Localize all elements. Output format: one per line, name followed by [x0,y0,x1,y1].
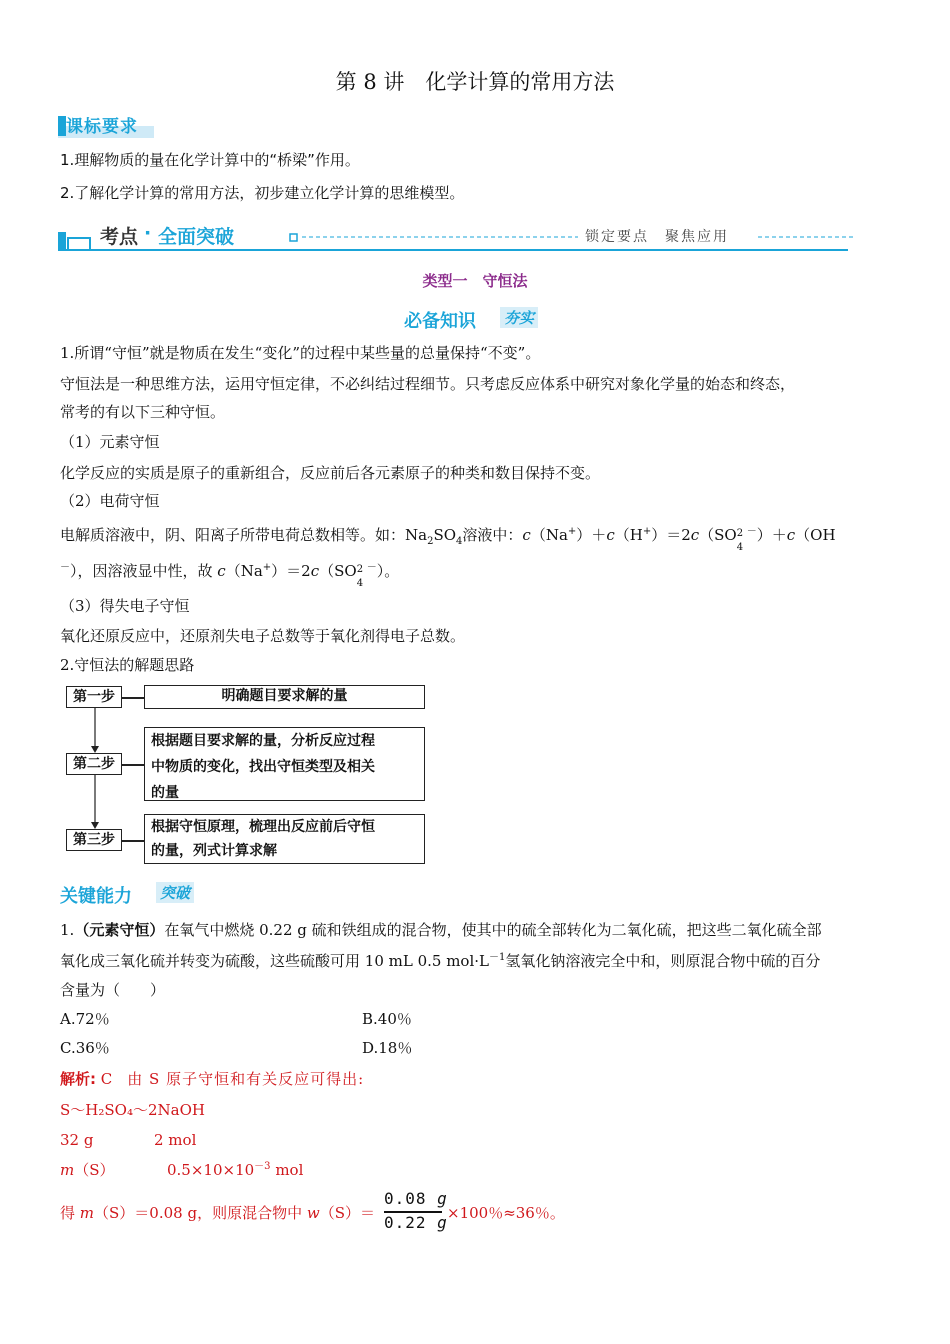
page-title: 第 8 讲 化学计算的常用方法 [335,70,615,94]
para-1: 1.所谓“守恒”就是物质在发生“变化”的过程中某些量的总量保持“不变”。 [60,344,541,362]
analysis-final-result: ×100％≈36％。 [447,1204,565,1222]
analysis-final-line: 得 m（S）＝0.08 g，则原混合物中 w（S）＝ [60,1204,375,1222]
curriculum-item-1: 1.理解物质的量在化学计算中的“桥梁”作用。 [60,151,360,169]
flow-connector [122,764,144,766]
banner-label-quanmian: 全面突破 [158,226,235,248]
analysis-row2-b: $0.5\times 10\times 10^{-3}$ mol [167,1161,304,1179]
flow-arrows [88,708,102,838]
analysis-line: 解析: C 由 S 原子守恒和有关反应可得出: [60,1070,365,1088]
para-charge-equation: 电解质溶液中，阴、阳离子所带电荷总数相等。如：$Na_2SO_4$溶液中：c（Na+）＋c（H+）＝2c（SO 2 4 －）＋c（OH [60,526,836,553]
analysis-equation: S～H₂SO₄～2NaOH [60,1101,205,1119]
heading-charge-conservation: （2）电荷守恒 [60,492,160,510]
option-b: B.40％ [362,1010,412,1028]
heading-redox-conservation: （3）得失电子守恒 [60,597,190,615]
flow-connector [122,697,144,699]
banner-label-kaodian: 考点 [100,226,139,248]
option-a: A.72％ [60,1010,110,1028]
para-steps-intro: 2.守恒法的解题思路 [60,656,195,674]
flow-box-2: 根据题目要求解的量，分析反应过程 中物质的变化，找出守恒类型及相关 的量 [144,727,425,801]
banner-right-text: 锁定要点 聚焦应用 [585,229,729,245]
para-charge-equation-cont: －），因溶液显中性，故 c（Na+）＝2c（SO 2 4 －）。 [60,562,400,589]
option-c: C.36％ [60,1039,110,1057]
ability-heading: 关键能力 突破 [60,880,220,908]
flow-box-1: 明确题目要求解的量 [144,685,425,709]
flow-connector [122,840,144,842]
question-1-stem-line1: 1.（元素守恒）在氧气中燃烧 0.22 g 硫和铁组成的混合物，使其中的硫全部转化为二氧化硫，把这些二氧化硫全部 [60,921,822,939]
section-heading-curriculum: 课标要求 [58,112,158,138]
curriculum-item-2: 2.了解化学计算的常用方法，初步建立化学计算的思维模型。 [60,184,465,202]
question-1-stem-line3: 含量为（ ） [60,981,166,999]
flow-box-3: 根据守恒原理，梳理出反应前后守恒 的量，列式计算求解 [144,814,425,864]
analysis-row1-a: 32 g [60,1131,94,1149]
para-element: 化学反应的实质是原子的重新组合，反应前后各元素原子的种类和数目保持不变。 [60,464,601,482]
analysis-row2-a: m（S） [60,1161,115,1179]
analysis-fraction: 0.08 g 0.22 g [384,1189,448,1232]
analysis-row1-b: 2 mol [154,1131,197,1149]
flow-step-1: 第一步 [66,686,122,708]
option-d: D.18％ [362,1039,413,1057]
banner-dot: · [144,222,152,244]
type-heading: 类型一 守恒法 [422,272,528,290]
para-2a: 守恒法是一种思维方法，运用守恒定律，不必纠结过程细节。只考虑反应体系中研究对象化学量的始态和终态， [60,375,796,393]
flow-step-3: 第三步 [66,829,122,851]
question-1-stem-line2: 氧化成三氧化硫并转变为硫酸，这些硫酸可用 10 mL 0.5 $mol\cdot L^{-1}$氢氧化钠溶液完全中和，则原混合物中硫的百分 [60,952,821,970]
section-banner [58,220,858,254]
para-2b: 常考的有以下三种守恒。 [60,403,226,421]
para-redox: 氧化还原反应中，还原剂失电子总数等于氧化剂得电子总数。 [60,627,466,645]
heading-element-conservation: （1）元素守恒 [60,433,160,451]
flow-step-2: 第二步 [66,753,122,775]
knowledge-heading: 必备知识 夯实 [404,305,554,333]
